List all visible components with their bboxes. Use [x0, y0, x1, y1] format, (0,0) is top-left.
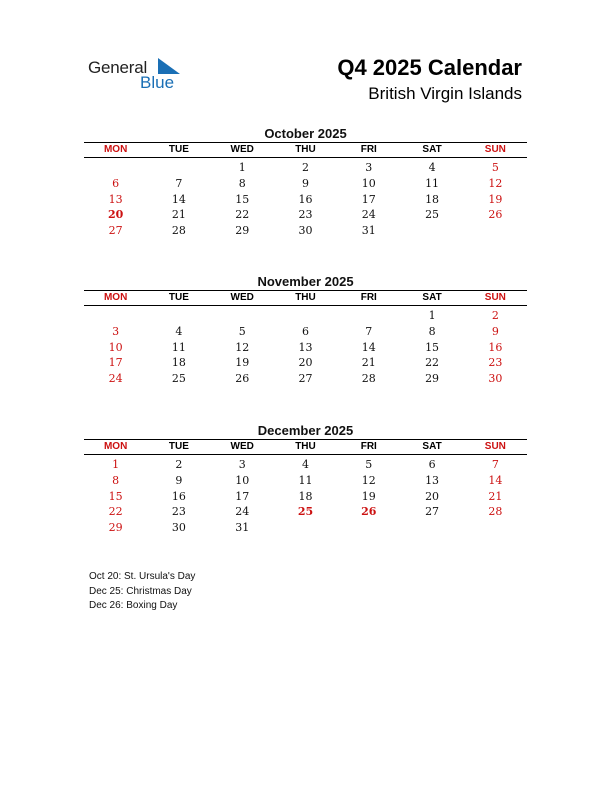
day-cell: 15: [108, 489, 123, 503]
day-cell: 5: [365, 458, 373, 471]
weekday-label: SUN: [484, 144, 506, 155]
day-cell: 19: [235, 356, 250, 370]
day-cell: 20: [425, 489, 440, 503]
day-cell: 25: [297, 505, 314, 519]
day-cell: 4: [301, 458, 309, 471]
day-cell: 24: [108, 372, 123, 386]
empty-cell: [274, 308, 337, 324]
day-cell: 22: [425, 356, 440, 370]
day-cell: 16: [488, 340, 503, 354]
empty-cell: [147, 308, 210, 324]
day-cell: 4: [175, 324, 183, 338]
page-title: Q4 2025 Calendar: [337, 55, 522, 80]
day-cell: 2: [491, 309, 499, 322]
day-cell: 1: [238, 161, 246, 174]
day-grid: [84, 455, 527, 536]
day-cell: 8: [428, 324, 436, 338]
weekday-label: THU: [295, 292, 316, 303]
day-cell: 17: [235, 489, 250, 503]
day-cell: 12: [235, 340, 250, 354]
day-cell: 1: [428, 309, 436, 322]
day-cell: 21: [171, 208, 186, 222]
weekday-label: MON: [103, 441, 128, 452]
logo-general-text: General: [88, 58, 148, 77]
day-cell: 28: [361, 372, 376, 386]
day-cell: 14: [361, 340, 376, 354]
weekday-label: TUE: [168, 441, 189, 452]
day-cell: 30: [488, 372, 503, 386]
empty-cell: [147, 160, 210, 176]
weekday-header: [84, 142, 527, 158]
holiday-item: Dec 25: Christmas Day: [89, 585, 192, 597]
month-title: December 2025: [257, 423, 354, 438]
holiday-list: [89, 570, 195, 614]
weekday-label: FRI: [360, 144, 377, 155]
weekday-label: TUE: [168, 144, 189, 155]
day-cell: 26: [361, 505, 377, 519]
day-cell: 11: [171, 340, 186, 354]
weekday-label: THU: [295, 441, 316, 452]
weekday-header: [84, 290, 527, 306]
day-cell: 18: [298, 489, 313, 503]
day-cell: 6: [301, 324, 309, 338]
day-cell: 21: [488, 489, 503, 503]
logo-flag-icon: [158, 58, 180, 74]
day-cell: 12: [361, 473, 376, 487]
day-cell: 3: [112, 324, 120, 338]
day-cell: 13: [298, 340, 313, 354]
day-cell: 23: [298, 208, 313, 222]
weekday-label: FRI: [360, 441, 377, 452]
day-cell: 20: [298, 356, 313, 370]
day-cell: 24: [235, 505, 250, 519]
day-cell: 17: [108, 356, 123, 370]
day-cell: 4: [428, 161, 436, 174]
month-title: October 2025: [264, 126, 347, 141]
day-cell: 28: [488, 505, 503, 519]
day-cell: 17: [361, 192, 376, 206]
weekday-label: SAT: [422, 441, 442, 452]
weekday-header: [84, 439, 527, 455]
day-cell: 6: [112, 176, 120, 190]
weekday-label: MON: [103, 144, 128, 155]
day-grid: [84, 306, 527, 387]
empty-cell: [211, 308, 274, 324]
empty-cell: [84, 308, 147, 324]
day-cell: 15: [425, 340, 440, 354]
day-cell: 22: [235, 208, 250, 222]
day-cell: 18: [425, 192, 440, 206]
day-cell: 9: [175, 473, 183, 487]
day-cell: 25: [171, 372, 186, 386]
day-cell: 30: [171, 521, 186, 535]
day-cell: 7: [365, 324, 373, 338]
day-cell: 18: [171, 356, 186, 370]
weekday-label: MON: [103, 292, 128, 303]
day-cell: 6: [428, 458, 436, 471]
weekday-label: SUN: [484, 441, 506, 452]
page-subtitle: British Virgin Islands: [368, 84, 522, 103]
day-cell: 20: [107, 208, 124, 222]
day-grid: [84, 158, 527, 239]
day-cell: 23: [488, 356, 503, 370]
day-cell: 13: [425, 473, 440, 487]
day-cell: 16: [171, 489, 186, 503]
day-cell: 22: [108, 505, 123, 519]
day-cell: 24: [361, 208, 376, 222]
day-cell: 15: [235, 192, 250, 206]
month-october: [84, 125, 527, 239]
weekday-label: THU: [295, 144, 316, 155]
day-cell: 26: [488, 208, 503, 222]
weekday-label: WED: [230, 144, 254, 155]
weekday-label: TUE: [168, 292, 189, 303]
day-cell: 12: [488, 176, 503, 190]
day-cell: 3: [238, 458, 246, 471]
holiday-item: Oct 20: St. Ursula's Day: [89, 571, 196, 582]
day-cell: 19: [361, 489, 376, 503]
day-cell: 16: [298, 192, 313, 206]
weekday-label: WED: [230, 292, 254, 303]
day-cell: 25: [425, 208, 440, 222]
day-cell: 31: [235, 521, 250, 535]
month-november: [84, 273, 527, 387]
day-cell: 5: [238, 324, 246, 338]
day-cell: 30: [298, 224, 313, 238]
day-cell: 1: [112, 458, 120, 471]
day-cell: 29: [425, 372, 440, 386]
day-cell: 5: [491, 161, 499, 174]
day-cell: 26: [235, 372, 250, 386]
weekday-label: SUN: [484, 292, 506, 303]
empty-cell: [337, 308, 400, 324]
day-cell: 11: [425, 176, 440, 190]
weekday-label: WED: [230, 441, 254, 452]
weekday-label: SAT: [422, 144, 442, 155]
day-cell: 10: [108, 340, 123, 354]
month-title: November 2025: [257, 274, 354, 289]
day-cell: 10: [235, 473, 250, 487]
day-cell: 9: [491, 324, 499, 338]
day-cell: 7: [491, 458, 499, 471]
empty-cell: [84, 160, 147, 176]
generalblue-logo: [88, 56, 188, 92]
holiday-item: Dec 26: Boxing Day: [89, 600, 178, 612]
day-cell: 28: [171, 224, 186, 238]
day-cell: 9: [301, 176, 309, 190]
day-cell: 27: [108, 224, 123, 238]
day-cell: 8: [238, 176, 246, 190]
weekday-label: FRI: [360, 292, 377, 303]
month-december: [84, 422, 527, 536]
day-cell: 10: [361, 176, 376, 190]
day-cell: 13: [108, 192, 123, 206]
day-cell: 2: [301, 161, 309, 174]
day-cell: 14: [488, 473, 503, 487]
weekday-label: SAT: [422, 292, 442, 303]
day-cell: 14: [171, 192, 186, 206]
day-cell: 29: [108, 521, 123, 535]
day-cell: 27: [425, 505, 440, 519]
day-cell: 11: [298, 473, 313, 487]
logo-blue-text: Blue: [140, 73, 175, 92]
day-cell: 2: [175, 458, 183, 471]
day-cell: 19: [488, 192, 503, 206]
day-cell: 7: [175, 176, 183, 190]
day-cell: 8: [112, 473, 120, 487]
day-cell: 29: [235, 224, 250, 238]
day-cell: 21: [361, 356, 376, 370]
day-cell: 31: [361, 224, 376, 238]
day-cell: 23: [171, 505, 186, 519]
day-cell: 27: [298, 372, 313, 386]
day-cell: 3: [365, 161, 373, 174]
